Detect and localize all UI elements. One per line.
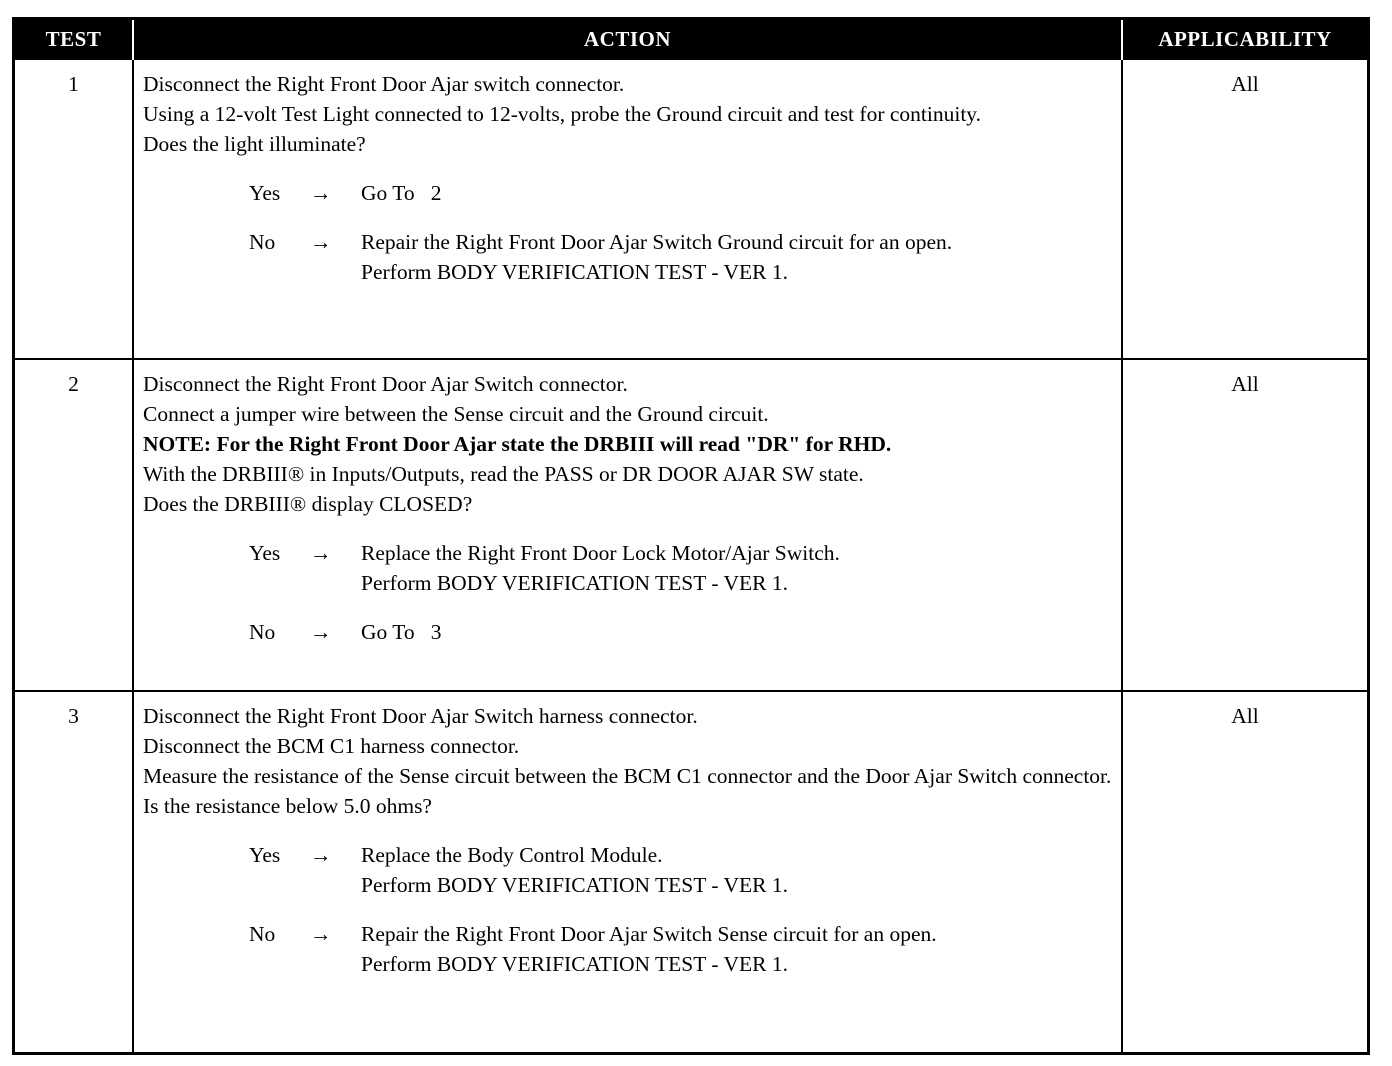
test-number: 1 bbox=[14, 59, 134, 359]
no-result bbox=[361, 919, 1113, 979]
question-line: Is the resistance below 5.0 ohms? bbox=[143, 794, 432, 818]
yes-result bbox=[361, 178, 1113, 208]
test-row-2 bbox=[14, 359, 1369, 691]
yes-outcome bbox=[143, 178, 1113, 208]
note-text: NOTE: For the Right Front Door Ajar state the DRBIII will read "DR" for RHD. bbox=[143, 432, 892, 456]
yes-result bbox=[361, 840, 1113, 900]
result-line: Perform BODY VERIFICATION TEST - VER 1. bbox=[361, 571, 789, 595]
yes-outcome bbox=[143, 538, 1113, 598]
header-test: TEST bbox=[14, 19, 134, 60]
no-label: No bbox=[249, 620, 276, 644]
instruction-line: Disconnect the Right Front Door Ajar switch connector. bbox=[143, 72, 625, 96]
no-result bbox=[361, 227, 1113, 287]
instruction-line: Disconnect the BCM C1 harness connector. bbox=[143, 734, 520, 758]
no-label: No bbox=[249, 922, 276, 946]
instruction-line: With the DRBIII® in Inputs/Outputs, read the PASS or DR DOOR AJAR SW state. bbox=[143, 462, 864, 486]
yes-label: Yes bbox=[249, 541, 281, 565]
result-line: Repair the Right Front Door Ajar Switch Sense circuit for an open. bbox=[361, 922, 937, 946]
yes-result bbox=[361, 538, 1113, 598]
test-row-1 bbox=[14, 59, 1369, 359]
right-arrow-icon: → bbox=[310, 541, 332, 565]
applicability-value: All bbox=[1122, 359, 1369, 691]
header-action: ACTION bbox=[133, 19, 1122, 60]
diagnostic-test-table bbox=[12, 17, 1370, 1055]
no-result bbox=[361, 617, 1113, 647]
result-line: Perform BODY VERIFICATION TEST - VER 1. bbox=[361, 952, 789, 976]
test-number: 2 bbox=[14, 359, 134, 691]
yes-label: Yes bbox=[249, 181, 281, 205]
result-line: Go To 2 bbox=[361, 181, 442, 205]
instruction-line: Connect a jumper wire between the Sense circuit and the Ground circuit. bbox=[143, 402, 769, 426]
question-line: Does the DRBIII® display CLOSED? bbox=[143, 492, 473, 516]
yes-outcome bbox=[143, 840, 1113, 900]
no-outcome bbox=[143, 227, 1113, 287]
applicability-value: All bbox=[1122, 59, 1369, 359]
result-line: Repair the Right Front Door Ajar Switch Ground circuit for an open. bbox=[361, 230, 953, 254]
result-line: Replace the Right Front Door Lock Motor/Ajar Switch. bbox=[361, 541, 840, 565]
test-row-3 bbox=[14, 691, 1369, 1053]
yes-label: Yes bbox=[249, 843, 281, 867]
result-line: Perform BODY VERIFICATION TEST - VER 1. bbox=[361, 873, 789, 897]
action-cell bbox=[133, 359, 1122, 691]
no-outcome bbox=[143, 617, 1113, 647]
instruction-line: Disconnect the Right Front Door Ajar Switch connector. bbox=[143, 372, 628, 396]
header-applicability: APPLICABILITY bbox=[1122, 19, 1369, 60]
result-line: Go To 3 bbox=[361, 620, 442, 644]
instruction-line: Disconnect the Right Front Door Ajar Switch harness connector. bbox=[143, 704, 698, 728]
action-cell bbox=[133, 59, 1122, 359]
action-cell bbox=[133, 691, 1122, 1053]
question-line: Does the light illuminate? bbox=[143, 132, 366, 156]
instruction-line: Using a 12-volt Test Light connected to 12-volts, probe the Ground circuit and test for continuity. bbox=[143, 102, 982, 126]
no-label: No bbox=[249, 230, 276, 254]
right-arrow-icon: → bbox=[310, 230, 332, 254]
right-arrow-icon: → bbox=[310, 922, 332, 946]
table-header-row bbox=[14, 19, 1369, 60]
result-line: Replace the Body Control Module. bbox=[361, 843, 663, 867]
applicability-value: All bbox=[1122, 691, 1369, 1053]
instruction-line: Measure the resistance of the Sense circuit between the BCM C1 connector and the Door Ajar Switch connector. bbox=[143, 764, 1112, 788]
no-outcome bbox=[143, 919, 1113, 979]
test-number: 3 bbox=[14, 691, 134, 1053]
right-arrow-icon: → bbox=[310, 843, 332, 867]
right-arrow-icon: → bbox=[310, 181, 332, 205]
right-arrow-icon: → bbox=[310, 620, 332, 644]
result-line: Perform BODY VERIFICATION TEST - VER 1. bbox=[361, 260, 789, 284]
